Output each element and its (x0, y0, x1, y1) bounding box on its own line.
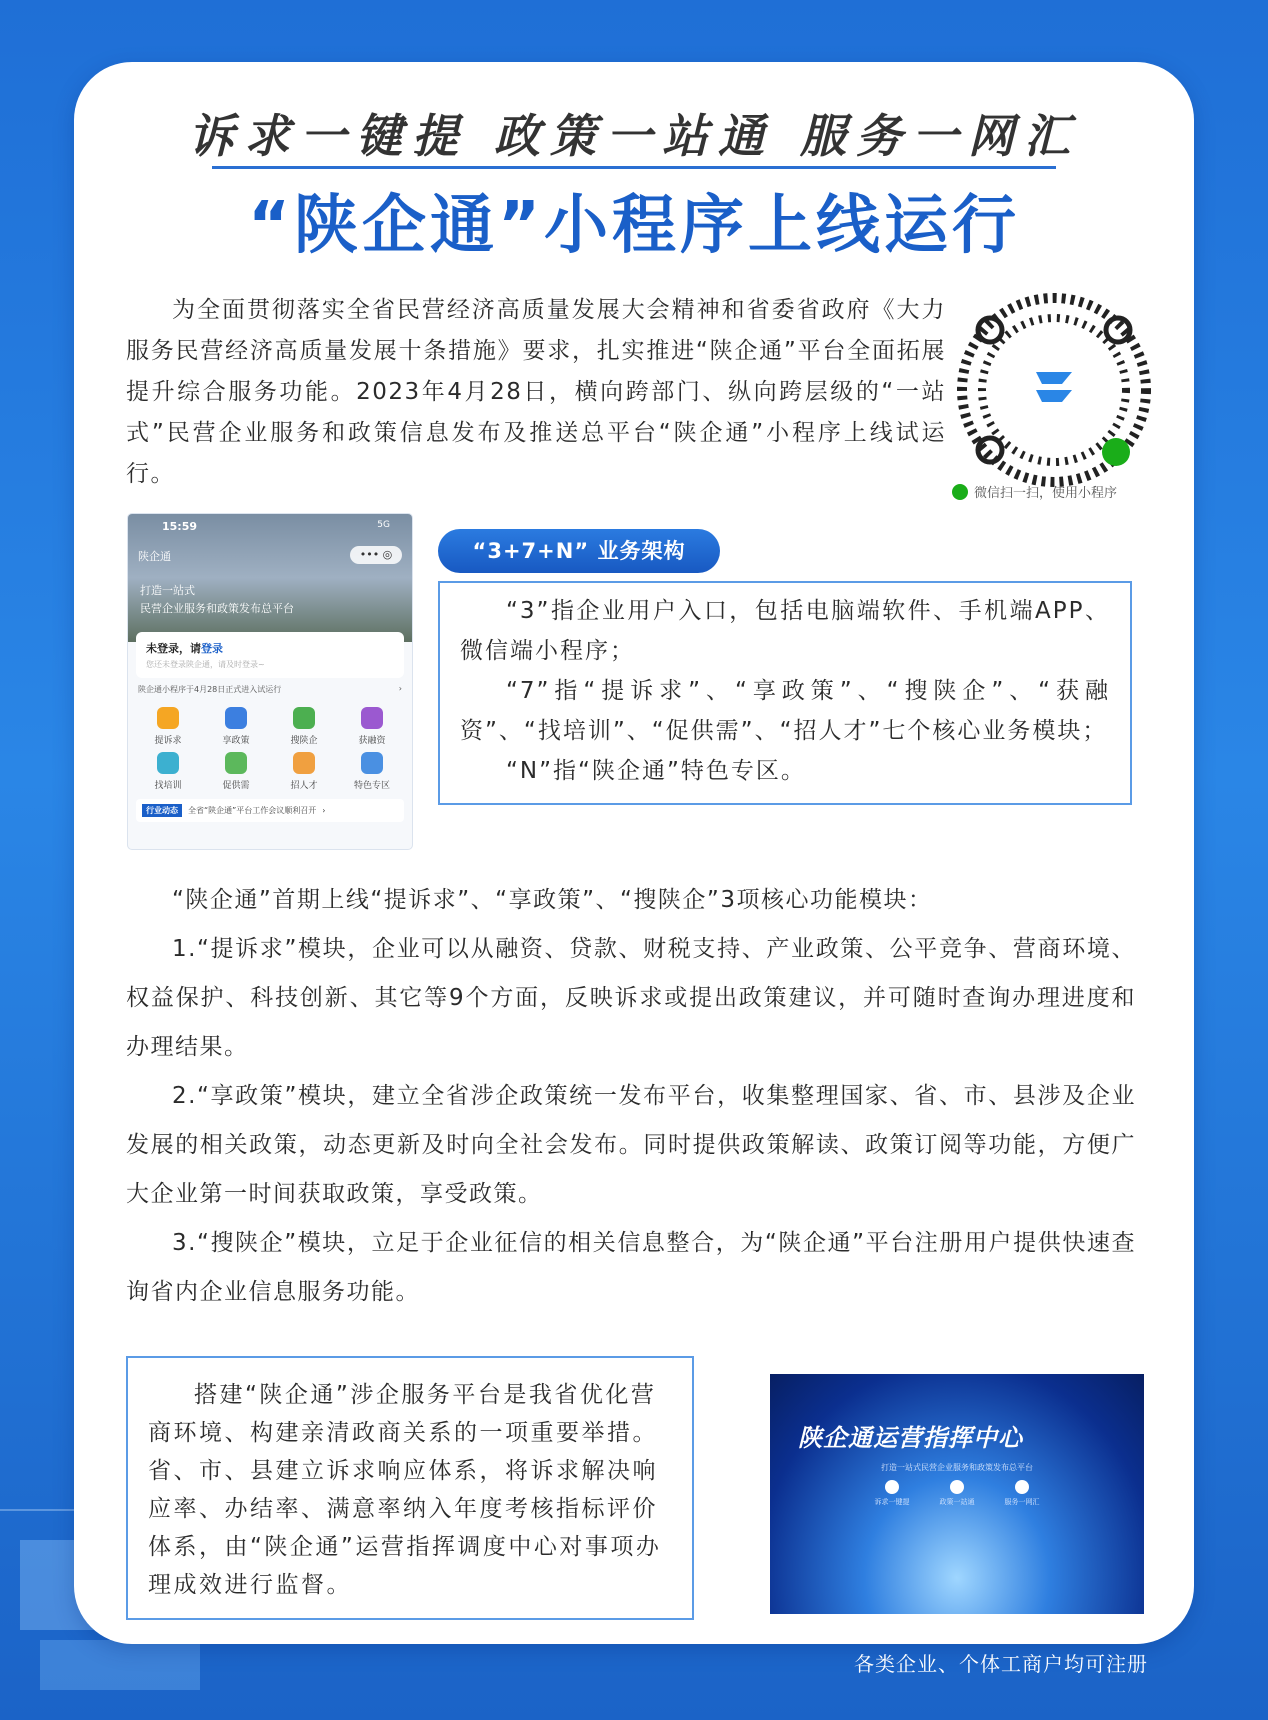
news-text: 全省“陕企通”平台工作会议顺利召开 (188, 806, 317, 815)
feature-icon (225, 707, 247, 729)
wechat-icon (952, 484, 968, 500)
qr-caption-text: 微信扫一扫，使用小程序 (974, 486, 1118, 501)
phone-hero-banner (128, 514, 412, 642)
command-center-title: 陕企通运营指挥中心 (798, 1424, 1023, 1452)
command-center-icon: 政策一站通 (940, 1480, 975, 1507)
news-arrow-icon: › (322, 806, 326, 815)
phone-screenshot (128, 514, 412, 849)
feature-icon (361, 752, 383, 774)
feature-label: 促供需 (222, 781, 250, 791)
feature-label: 享政策 (222, 736, 250, 746)
feature-tisuqiu[interactable] (134, 707, 202, 746)
modules-lead: “陕企通”首期上线“提诉求”、“享政策”、“搜陕企”3项核心功能模块： (172, 887, 933, 913)
feature-cugongxu[interactable] (202, 752, 270, 791)
feature-label: 招人才 (290, 781, 318, 791)
feature-soushanqi[interactable] (270, 707, 338, 746)
footer-note: 各类企业、个体工商户均可注册 (854, 1652, 1148, 1676)
qr-caption (952, 482, 1117, 501)
main-title: “陕企通”小程序上线运行 (247, 189, 1021, 263)
phone-notice[interactable] (138, 684, 402, 695)
phone-feature-grid (128, 701, 412, 793)
command-center-image (770, 1374, 1144, 1614)
feature-zhaopeixun[interactable] (134, 752, 202, 791)
module-item-2: 2.“享政策”模块，建立全省涉企政策统一发布平台，收集整理国家、省、市、县涉及企业发展的相关政策，动态更新及时向全社会发布。同时提供政策解读、政策订阅等功能，方便广大企业第一时间获取政策，享受政策。 (126, 1083, 1136, 1207)
phone-time: 15:59 (162, 520, 198, 533)
architecture-item-3: “3”指企业用户入口，包括电脑端软件、手机端APP、微信端小程序； (460, 598, 1110, 664)
phone-signal: 5G (377, 520, 390, 530)
feature-icon (293, 707, 315, 729)
command-center-icon: 服务一网汇 (1005, 1480, 1040, 1507)
feature-icon (293, 752, 315, 774)
phone-news-bar[interactable] (136, 799, 404, 822)
feature-label: 搜陕企 (290, 736, 318, 746)
command-center-icons (770, 1480, 1144, 1507)
feature-label: 特色专区 (353, 781, 390, 791)
architecture-item-n: “N”指“陕企通”特色专区。 (506, 758, 806, 784)
command-center-icon: 诉求一键提 (875, 1480, 910, 1507)
phone-login-card (136, 632, 404, 678)
slogan-divider (212, 166, 1056, 169)
feature-tesezhuanqu[interactable] (338, 752, 406, 791)
login-prefix: 未登录，请 (146, 642, 201, 655)
summary-box: 搭建“陕企通”涉企服务平台是我省优化营商环境、构建亲清政商关系的一项重要举措。省、市、县建立诉求响应体系，将诉求解决响应率、办结率、满意率纳入年度考核指标评价体系，由“陕企通”运营指挥调度中心对事项办理成效进行监督。 (126, 1356, 694, 1620)
feature-label: 找培训 (154, 781, 182, 791)
slogan: 诉求一键提 政策一站通 服务一网汇 (187, 109, 1081, 163)
feature-label: 提诉求 (154, 736, 182, 746)
architecture-box (438, 581, 1132, 805)
mini-program-code-icon[interactable] (954, 290, 1154, 490)
module-item-3: 3.“搜陕企”模块，立足于企业征信的相关信息整合，为“陕企通”平台注册用户提供快速查询省内企业信息服务功能。 (126, 1230, 1136, 1305)
intro-paragraph: 为全面贯彻落实全省民营经济高质量发展大会精神和省委省政府《大力服务民营经济高质量发展十条措施》要求，扎实推进“陕企通”平台全面拓展提升综合服务功能。2023年4月28日，横向跨部门、纵向跨层级的“一站式”民营企业服务和政策信息发布及推送总平台“陕企通”小程序上线试运行。 (126, 297, 946, 487)
feature-icon (225, 752, 247, 774)
phone-tagline-1: 打造一站式 (140, 584, 195, 597)
login-hint: 您还未登录陕企通，请及时登录~ (146, 660, 265, 669)
architecture-item-7: “7”指“提诉求”、“享政策”、“搜陕企”、“获融资”、“找培训”、“促供需”、“招人才”七个核心业务模块； (460, 678, 1110, 744)
phone-app-name: 陕企通 (138, 550, 171, 563)
modules-section (126, 876, 1136, 1317)
feature-icon (361, 707, 383, 729)
phone-menu-capsule[interactable]: ••• ◎ (350, 546, 402, 564)
notice-text: 陕企通小程序于4月28日正式进入试运行 (138, 685, 282, 694)
poster-panel (74, 62, 1194, 1644)
feature-icon (157, 752, 179, 774)
feature-xiangzhengce[interactable] (202, 707, 270, 746)
login-link[interactable]: 登录 (201, 642, 223, 655)
feature-zhaorencai[interactable] (270, 752, 338, 791)
feature-huorongzi[interactable] (338, 707, 406, 746)
module-item-1: 1.“提诉求”模块，企业可以从融资、贷款、财税支持、产业政策、公平竞争、营商环境、权益保护、科技创新、其它等9个方面，反映诉求或提出政策建议，并可随时查询办理进度和办理结果。 (126, 936, 1136, 1060)
notice-arrow-icon: › (398, 684, 402, 693)
feature-label: 获融资 (358, 736, 386, 746)
architecture-heading: “3+7+N” 业务架构 (438, 529, 720, 573)
news-badge: 行业动态 (142, 804, 182, 817)
command-center-subtitle: 打造一站式民营企业服务和政策发布总平台 (881, 1463, 1033, 1472)
phone-tagline-2: 民营企业服务和政策发布总平台 (140, 602, 294, 615)
feature-icon (157, 707, 179, 729)
